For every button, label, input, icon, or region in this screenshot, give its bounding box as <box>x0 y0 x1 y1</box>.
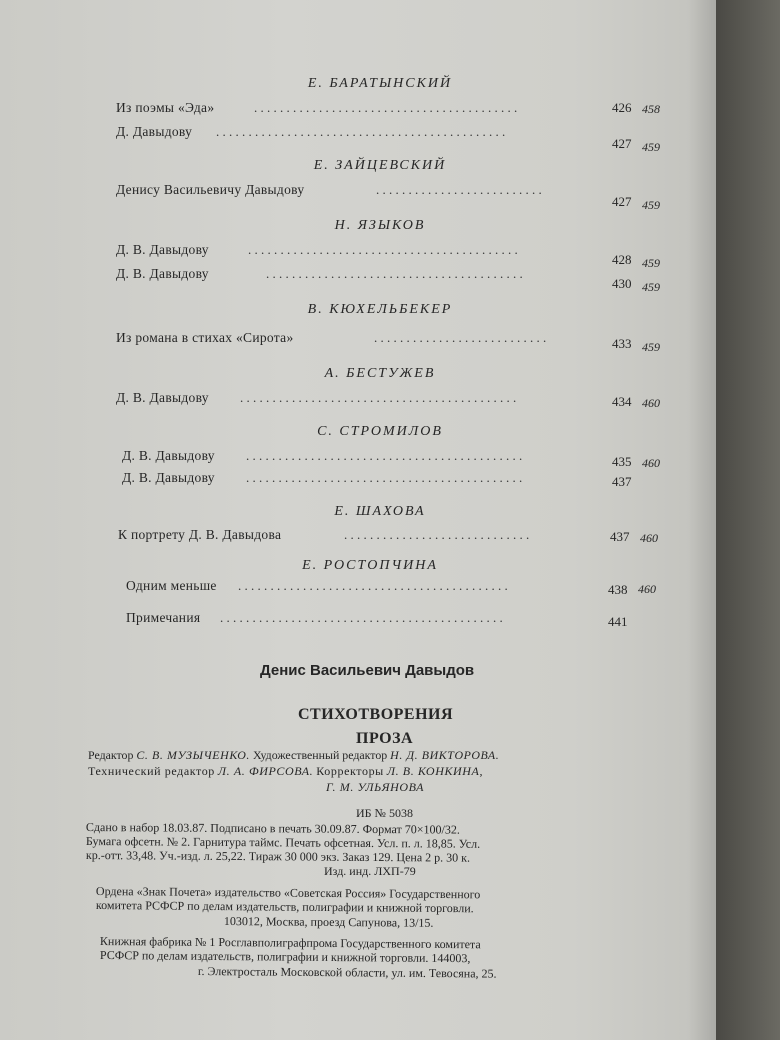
toc-entry-page: 434 <box>612 394 632 409</box>
toc-entry-notes-page: 459 <box>642 256 660 270</box>
editors-line-2 <box>88 764 483 778</box>
toc-author: Е. РОСТОПЧИНА <box>302 558 438 573</box>
book-subtitle: ПРОЗА <box>356 730 414 747</box>
toc-entry-notes-page: 459 <box>642 140 660 154</box>
publisher-line-2: комитета РСФСР по делам издательств, полиграфии и книжной торговли. <box>95 898 474 916</box>
toc-entry: Денису Васильевичу Давыдову . . . . . . . . . . . . . . . . . . . . . . . . . . 427 459 <box>116 182 660 212</box>
editor-name: С. В. МУЗЫЧЕНКО. <box>136 748 250 762</box>
toc-author: А. БЕСТУЖЕВ <box>324 366 436 381</box>
print-data-line-3: кр.-отт. 33,48. Уч.-изд. л. 25,22. Тираж 30 000 экз. Заказ 129. Цена 2 р. 30 к. <box>85 848 471 865</box>
printer-line-1: Книжная фабрика № 1 Росглавполиграфпрома Государственного комитета <box>99 934 481 952</box>
book-title: СТИХОТВОРЕНИЯ <box>298 706 454 723</box>
background-surface <box>716 0 780 1040</box>
toc-entry: Д. В. Давыдову . . . . . . . . . . . . . . . . . . . . . . . . . . . . . . . . . . . . . . . . . . 428 459 <box>116 242 660 270</box>
toc-entry: Д. В. Давыдову . . . . . . . . . . . . . . . . . . . . . . . . . . . . . . . . . . . . . . . . . . . 435 460 <box>122 448 660 470</box>
tech-editor-name: Л. А. ФИРСОВА. <box>217 764 314 778</box>
toc-entry-title: Одним меньше <box>126 578 217 593</box>
toc-entry-title: Примечания <box>126 610 201 625</box>
toc-entry-title: Д. В. Давыдову <box>116 266 209 281</box>
toc-author: Н. ЯЗЫКОВ <box>334 218 426 233</box>
toc-entry-notes-page: 459 <box>642 340 660 354</box>
toc-entry: Д. В. Давыдову . . . . . . . . . . . . . . . . . . . . . . . . . . . . . . . . . . . . . . . . . . . 434 460 <box>116 390 660 410</box>
toc-entry-notes-page: 460 <box>640 531 658 545</box>
toc-author: Е. ЗАЙЦЕВСКИЙ <box>313 158 447 173</box>
toc-author: Е. БАРАТЫНСКИЙ <box>307 76 453 91</box>
printer-line-2: РСФСР по делам издательств, полиграфии и книжной торговли. 144003, <box>99 948 471 966</box>
toc-author: С. СТРОМИЛОВ <box>317 424 443 439</box>
ib-number: ИБ № 5038 <box>356 806 414 820</box>
toc-entry-notes-page: 458 <box>642 102 660 116</box>
editors-line-1 <box>88 748 499 762</box>
publisher-line-3: 103012, Москва, проезд Сапунова, 13/15. <box>223 914 434 930</box>
toc-entry-title: Д. Давыдову <box>116 124 193 139</box>
toc-entry-page: 427 <box>612 194 632 209</box>
toc-entry-page: 433 <box>612 336 632 351</box>
corrector-1-name: Л. В. КОНКИНА, <box>386 764 484 778</box>
art-editor-name: Н. Д. ВИКТОРОВА. <box>390 748 500 762</box>
toc-entry-title: К портрету Д. В. Давыдова <box>118 527 282 542</box>
corrector-2-name: Г. М. УЛЬЯНОВА <box>326 780 425 794</box>
toc-entry-page: 441 <box>608 614 628 629</box>
toc-entry: Д. Давыдову . . . . . . . . . . . . . . . . . . . . . . . . . . . . . . . . . . . . . . . . . . . . . 427 459 <box>116 124 660 154</box>
toc-entry-title: Д. В. Давыдову <box>116 390 209 405</box>
imprint-block <box>0 640 716 1040</box>
editor-label: Редактор <box>88 748 134 762</box>
printer-line-3: г. Электросталь Московской области, ул. им. Тевосяна, 25. <box>197 964 497 981</box>
toc-entry: Д. В. Давыдову . . . . . . . . . . . . . . . . . . . . . . . . . . . . . . . . . . . . . . . . 430 459 <box>116 266 660 294</box>
art-editor-label: Художественный редактор <box>252 748 388 762</box>
toc-entry-page: 435 <box>612 454 632 469</box>
toc-entry-title: Из романа в стихах «Сирота» <box>116 330 294 345</box>
tech-editor-label: Технический редактор <box>88 764 215 778</box>
print-data-line-1: Сдано в набор 18.03.87. Подписано в печать 30.09.87. Формат 70×100/32. <box>85 820 460 837</box>
toc-author: Е. ШАХОВА <box>334 504 426 519</box>
toc-entry-notes-page: 459 <box>642 280 660 294</box>
toc-entry-notes-page: 460 <box>642 396 660 410</box>
toc-entry-notes-page: 460 <box>638 582 656 596</box>
toc-entry-page: 437 <box>610 529 630 544</box>
print-data-line-4: Изд. инд. ЛХП-79 <box>324 864 416 878</box>
toc-entry: К портрету Д. В. Давыдова . . . . . . . . . . . . . . . . . . . . . . . . . . . . . 437 460 <box>118 527 658 545</box>
toc-entry-page: 438 <box>608 582 628 597</box>
toc-entry-page: 430 <box>612 276 632 291</box>
toc-entry-title: Д. В. Давыдову <box>116 242 209 257</box>
toc-entry-page: 427 <box>612 136 632 151</box>
print-data-line-2: Бумага офсетн. № 2. Гарнитура таймс. Печать офсетная. Усл. п. л. 18,85. Усл. <box>85 834 481 851</box>
toc-entry-title: Д. В. Давыдову <box>122 470 215 485</box>
toc-entry: Д. В. Давыдову . . . . . . . . . . . . . . . . . . . . . . . . . . . . . . . . . . . . . . . . . . . 437 <box>122 470 632 489</box>
book-author: Денис Васильевич Давыдов <box>260 662 475 679</box>
correctors-label: Корректоры <box>316 764 384 778</box>
toc-entry: Из романа в стихах «Сирота» . . . . . . . . . . . . . . . . . . . . . . . . . . . 433 459 <box>116 330 660 354</box>
toc-entry-title: Денису Васильевичу Давыдову <box>116 182 305 197</box>
toc-entry-page: 437 <box>612 474 632 489</box>
toc-entry: Из поэмы «Эда» . . . . . . . . . . . . . . . . . . . . . . . . . . . . . . . . . . . . . . . . . 426 458 <box>116 100 660 116</box>
toc-entry-notes-page: 460 <box>642 456 660 470</box>
toc-entry: Одним меньше . . . . . . . . . . . . . . . . . . . . . . . . . . . . . . . . . . . . . . . . . . 438 460 <box>126 578 656 597</box>
toc-author: В. КЮХЕЛЬБЕКЕР <box>307 302 453 317</box>
toc-entry-title: Д. В. Давыдову <box>122 448 215 463</box>
toc-entry-title: Из поэмы «Эда» <box>116 100 215 115</box>
publisher-line-1: Ордена «Знак Почета» издательство «Советская Россия» Государственного <box>95 884 481 902</box>
toc-entry-notes-page: 459 <box>642 198 660 212</box>
toc-entry: Примечания . . . . . . . . . . . . . . . . . . . . . . . . . . . . . . . . . . . . . . . . . . . . 441 <box>126 610 628 629</box>
toc-entry-page: 426 <box>612 100 632 115</box>
toc-entry-page: 428 <box>612 252 632 267</box>
